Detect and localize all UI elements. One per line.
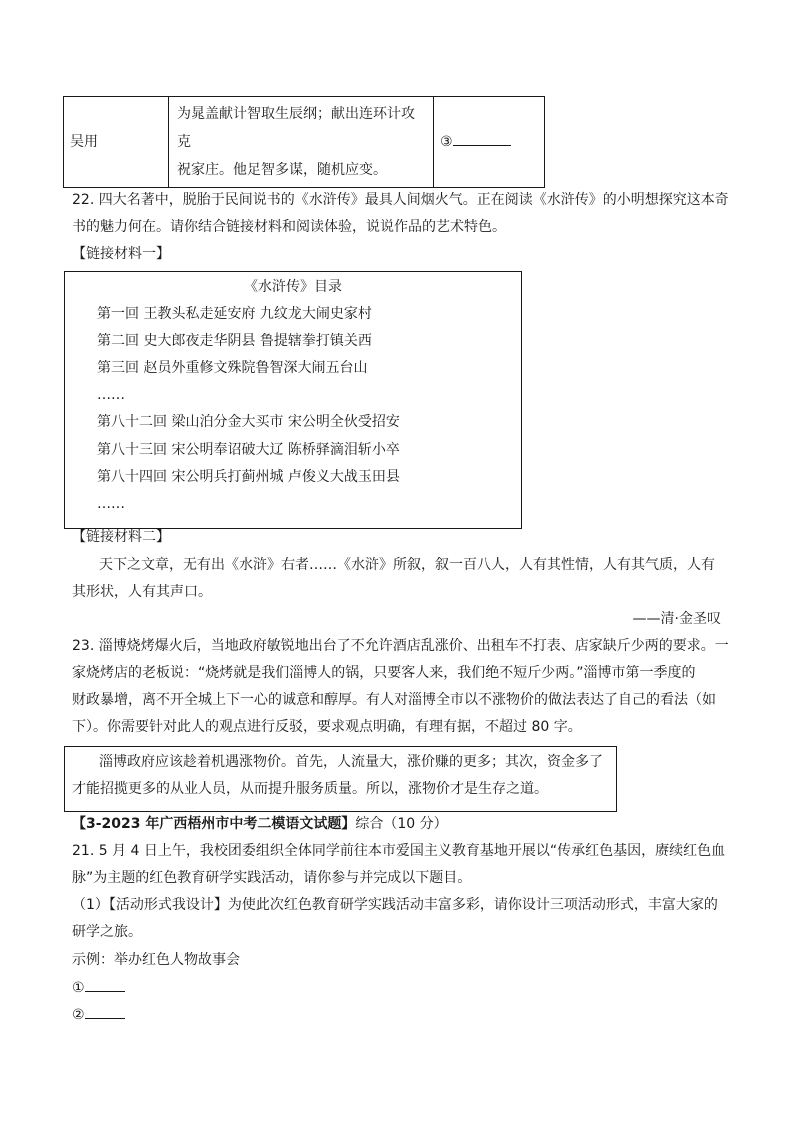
character-name-cell	[64, 97, 169, 188]
character-desc-line2: 祝家庄。他足智多谋，随机应变。	[177, 162, 387, 178]
opinion-line1: 淄博政府应该趁着机遇涨物价。首先，人流量大，涨价赚的更多；其次，资金多了	[99, 754, 603, 770]
character-answer-cell	[434, 97, 545, 188]
q22-line1: 22. 四大名著中，脱胎于民间说书的《水浒传》最具人间烟火气。正在阅读《水浒传》的小明想探究这本奇	[72, 192, 729, 208]
quote-attribution: ——清·金圣叹	[632, 611, 721, 627]
character-desc-line1: 为晁盖献计智取生辰纲；献出连环计攻克	[177, 106, 415, 150]
answer-marker: ①	[72, 980, 85, 996]
q23-line3: 财政暴增，离不开全城上下一心的诚意和醇厚。有人对淄博全市以不涨物价的做法表达了自己的看法（如	[72, 692, 716, 708]
toc-item: 第一回 王教头私走延安府 九纹龙大闹史家村	[97, 306, 372, 322]
q21-part1-line1: （1）【活动形式我设计】为使此次红色教育研学实践活动丰富多彩，请你设计三项活动形式，丰富大家的	[72, 897, 718, 913]
opinion-line2: 才能招揽更多的从业人员，从而提升服务质量。所以，涨物价才是生存之道。	[72, 781, 548, 797]
character-desc-cell	[169, 97, 434, 188]
toc-title: 《水浒传》目录	[244, 279, 342, 295]
answer-marker: ③	[440, 134, 453, 150]
section-header	[72, 814, 448, 834]
toc-item: 第三回 赵员外重修文殊院鲁智深大闹五台山	[97, 360, 368, 376]
quote-line2: 其形状，人有其声口。	[72, 584, 212, 600]
toc-ellipsis: ……	[97, 496, 125, 512]
q23-line4: 下）。你需要针对此人的观点进行反驳，要求观点明确，有理有据，不超过 80 字。	[72, 719, 582, 735]
q23-line2: 家烧烤店的老板说：“烧烤就是我们淄博人的锅，只要客人来，我们绝不短斤少两。”淄博市第一季度的	[72, 665, 696, 681]
toc-ellipsis: ……	[97, 387, 125, 403]
answer-blank[interactable]	[85, 1004, 125, 1019]
section-source: 【3-2023 年广西梧州市中考二模语文试题】	[72, 816, 356, 832]
section-suffix: 综合（10 分）	[355, 816, 448, 832]
toc-item: 第八十四回 宋公明兵打蓟州城 卢俊义大战玉田县	[97, 469, 400, 485]
character-table	[63, 96, 545, 188]
character-name: 吴用	[70, 134, 98, 150]
answer-blank[interactable]	[453, 131, 511, 146]
answer-line-1	[72, 977, 125, 998]
material1-label: 【链接材料一】	[72, 246, 170, 262]
material2-label: 【链接材料二】	[72, 529, 170, 545]
q21-line1: 21. 5 月 4 日上午，我校团委组织全体同学前往本市爱国主义教育基地开展以“传承红色基因，赓续红色血	[72, 843, 726, 859]
answer-marker: ②	[72, 1007, 85, 1023]
q23-line1: 23. 淄博烧烤爆火后，当地政府敏锐地出台了不允许酒店乱涨价、出租车不打表、店家缺斤少两的要求。一	[72, 638, 729, 654]
q21-part1-line2: 研学之旅。	[72, 924, 142, 940]
answer-line-2	[72, 1004, 125, 1025]
q22-line2: 书的魅力何在。请你结合链接材料和阅读体验，说说作品的艺术特色。	[72, 219, 506, 235]
q21-example: 示例：举办红色人物故事会	[72, 952, 240, 968]
toc-item: 第二回 史大郎夜走华阴县 鲁提辖拳打镇关西	[97, 333, 372, 349]
toc-item: 第八十三回 宋公明奉诏破大辽 陈桥驿滴泪斩小卒	[97, 442, 400, 458]
quote-line1: 天下之文章，无有出《水浒》右者……《水浒》所叙，叙一百八人，人有其性情，人有其气质，人有	[99, 557, 715, 573]
answer-blank[interactable]	[85, 977, 125, 992]
toc-item: 第八十二回 梁山泊分金大买市 宋公明全伙受招安	[97, 414, 400, 430]
q21-line2: 脉”为主题的红色教育研学实践活动，请你参与并完成以下题目。	[72, 870, 472, 886]
